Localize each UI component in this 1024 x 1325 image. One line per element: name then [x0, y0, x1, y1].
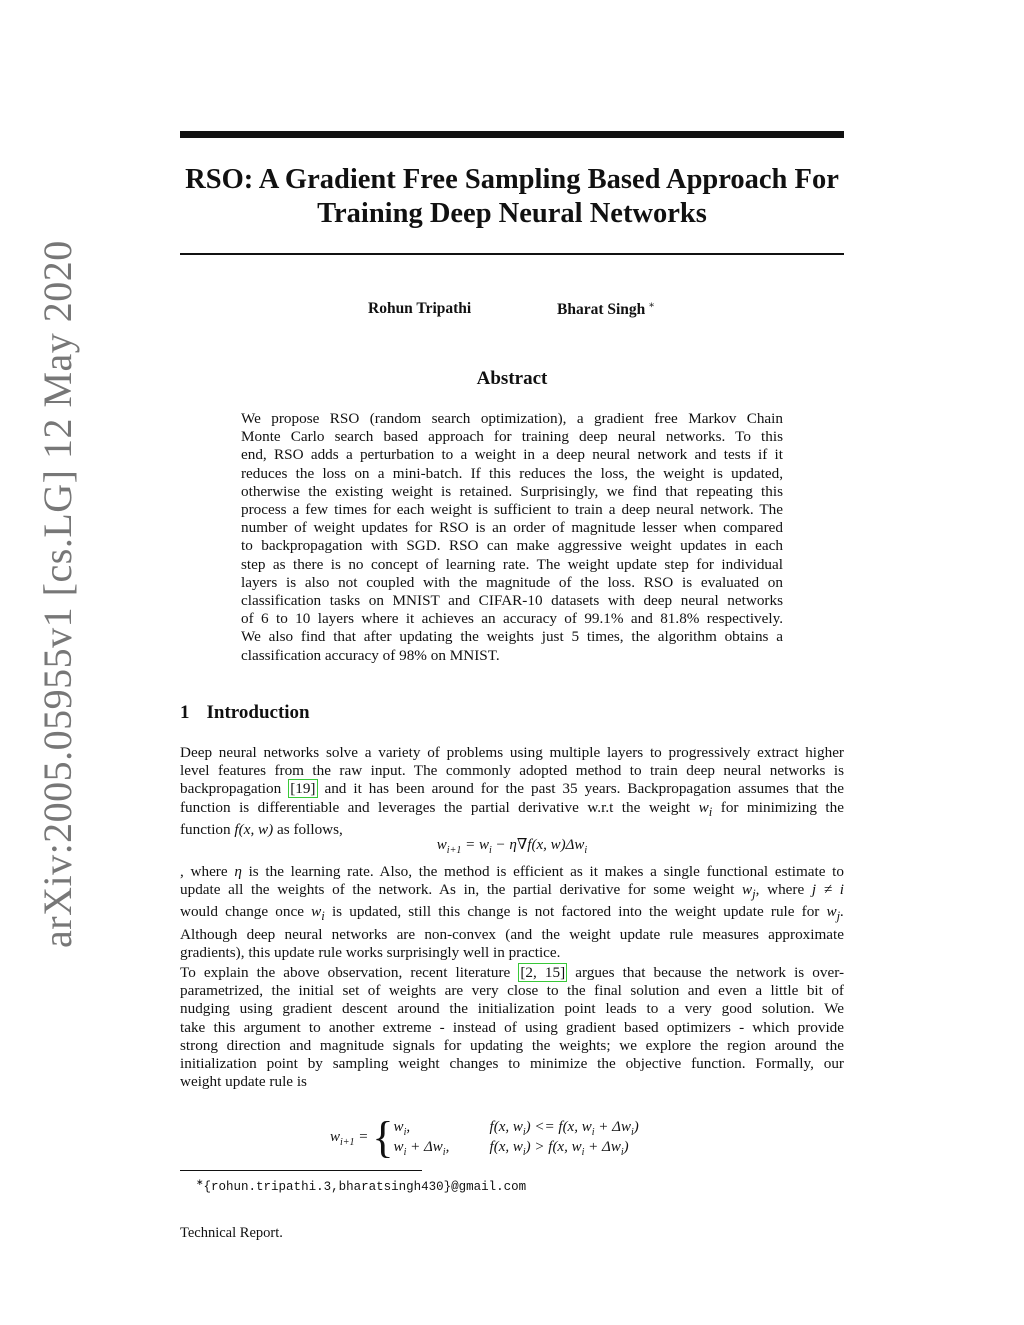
intro-paragraph-2	[180, 863, 844, 962]
footnote	[196, 1177, 526, 1194]
author-2	[557, 300, 655, 319]
abstract-line: end, RSO adds a perturbation to a weight in a deep neural network and tests if it	[241, 446, 783, 464]
body-line: , where η is the learning rate. Also, the method is efficient as it makes a single functional estimate to	[180, 863, 844, 880]
math-inline: $w_i$	[698, 798, 713, 819]
math-inline: η	[234, 863, 242, 880]
abstract-line: number of weight updates for RSO is an order of magnitude lesser when compared	[241, 519, 783, 537]
left-brace: {	[372, 1113, 394, 1162]
body-line: take this argument to another extreme - instead of using gradient based optimizers - which provide	[180, 1018, 844, 1036]
body-line: nudging using gradient descent around the initialization point leads to a very good solution. We	[180, 1000, 844, 1018]
title-line-1: RSO: A Gradient Free Sampling Based Approach For	[185, 164, 839, 195]
body-line: would change once $w_i$ is updated, still this change is not factored into the weight update rule for $w_j$.	[180, 903, 844, 924]
abstract-body	[241, 410, 783, 665]
equation-case-row	[394, 1138, 649, 1158]
section-number: 1	[180, 702, 190, 723]
body-line: backpropagation [19] and it has been around for the past 35 years. Backpropagation assumes that the	[180, 780, 844, 798]
body-line: level features from the raw input. The commonly adopted method to train deep neural networks is	[180, 762, 844, 780]
title-bottom-rule	[180, 253, 844, 255]
paper-title	[180, 163, 844, 231]
equation-lhs: $w_{i+1}$ =	[330, 1128, 369, 1148]
technical-report-note: Technical Report.	[180, 1225, 283, 1241]
author-2-name: Bharat Singh	[557, 301, 646, 319]
case-value: $w_i + \Delta w_i$,	[393, 1138, 450, 1158]
math-inline: f(x, w)	[234, 820, 274, 838]
abstract-line: We also find that after updating the weights just 5 times, the algorithm obtains a	[241, 628, 783, 646]
intro-paragraph-3	[180, 964, 844, 1091]
arxiv-side-label: arXiv:2005.05955v1 [cs.LG] 12 May 2020	[35, 240, 80, 948]
abstract-line: process a few times for each weight is sufficient to train a deep neural network. The	[241, 501, 783, 519]
body-line: Although deep neural networks are non-convex (and the weight update rule measures approximate	[180, 925, 844, 943]
citation-link[interactable]: [2, 15]	[520, 964, 566, 981]
equation-gradient-update: $w_{i+1} = w_i - \eta\nabla f(x$, $w)\Delta w_i$	[436, 837, 588, 856]
abstract-line: classification tasks on MNIST and CIFAR-10 datasets with deep neural networks	[241, 592, 783, 610]
abstract-line: classification accuracy of 98% on MNIST.	[241, 646, 500, 664]
body-line: function is differentiable and leverages the partial derivative w.r.t the weight $w_i$ for minimizing the	[180, 798, 844, 819]
equation-cases	[394, 1118, 649, 1158]
author-2-footnote-mark: ∗	[648, 300, 656, 311]
abstract-line: reduces the loss on a mini-batch. If this reduces the loss, the weight is updated,	[241, 464, 783, 482]
math-inline: $w_j$.	[826, 903, 844, 924]
body-line: parametrized, the initial set of weights are very close to the final solution and even a little bit of	[180, 982, 844, 1000]
math-inline: j ≠ i	[811, 881, 844, 899]
abstract-line: We propose RSO (random search optimization), a gradient free Markov Chain	[241, 410, 783, 427]
abstract-line: layers is also not coupled with the magnitude of the loss. RSO is evaluated on	[241, 573, 783, 591]
author-1-name: Rohun Tripathi	[368, 300, 472, 317]
case-value: $w_i$,	[393, 1118, 411, 1138]
abstract-heading: Abstract	[476, 368, 548, 389]
author-1	[368, 300, 471, 318]
citation-link[interactable]: [19]	[290, 780, 316, 798]
abstract-line: step as there is no concept of learning rate. The weight update step for individual	[241, 555, 783, 573]
body-line: Deep neural networks solve a variety of problems using multiple layers to progressively extract higher	[180, 744, 844, 761]
body-line: gradients), this update rule works surprisingly well in practice.	[180, 943, 561, 961]
body-line: weight update rule is	[180, 1073, 307, 1091]
math-inline: $w_j$	[741, 881, 756, 902]
body-line: To explain the above observation, recent literature [2, 15] argues that because the network is over-	[180, 964, 845, 981]
body-line: initialization point by sampling weight changes to minimize the objective function. Formally, our	[180, 1055, 844, 1073]
section-title: Introduction	[206, 702, 310, 723]
body-line: function f(x, w) as follows,	[180, 820, 343, 838]
abstract-line: to backpropagation with SGD. RSO can make aggressive weight updates in each	[241, 537, 783, 555]
equation-rso-update-rule	[330, 1113, 649, 1162]
math-inline: $w_i$	[311, 903, 325, 924]
equation-case-row	[394, 1118, 649, 1138]
case-condition: f(x, $w_i) <= f(x$, $w_i + \Delta w_i$)	[489, 1118, 639, 1138]
title-top-rule	[180, 131, 844, 138]
footnote-rule	[180, 1170, 422, 1171]
intro-paragraph-1	[180, 744, 844, 839]
footnote-mark: ∗	[196, 1177, 204, 1187]
abstract-line: of 6 to 10 layers where it achieves an accuracy of 99.1% and 81.8% respectively.	[241, 610, 783, 628]
title-line-2: Training Deep Neural Networks	[317, 198, 707, 229]
body-line: update all the weights of the network. As in, the partial derivative for some weight $w_j$, where j ≠ i	[180, 881, 844, 902]
section-heading	[180, 702, 310, 724]
abstract-line: otherwise the existing weight is retained. Surprisingly, we find that repeating this	[241, 482, 783, 500]
body-line: strong direction and magnitude signals for updating the weights; we explore the region around the	[180, 1036, 844, 1054]
footnote-email: {rohun.tripathi.3,bharatsingh430}@gmail.com	[203, 1180, 527, 1195]
case-condition: f(x, $w_i) > f(x$, $w_i + \Delta w_i$)	[489, 1138, 629, 1158]
abstract-line: Monte Carlo search based approach for training deep neural networks. To this	[241, 428, 783, 446]
